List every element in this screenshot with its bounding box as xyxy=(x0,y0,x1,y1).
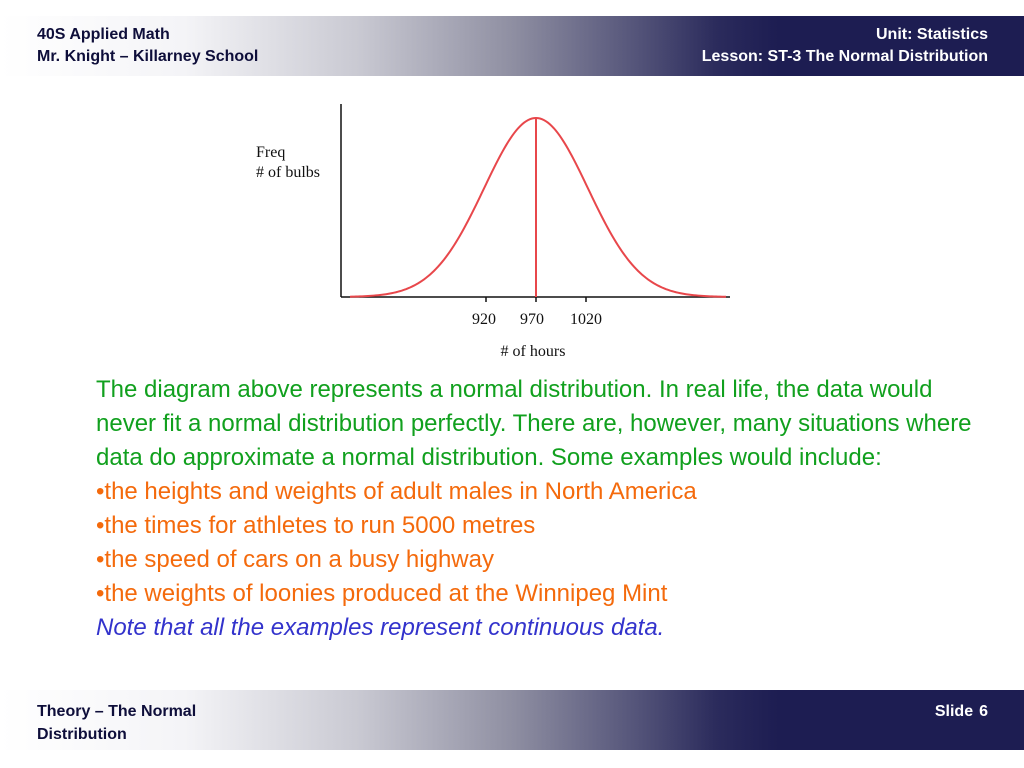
example-loonies: •the weights of loonies produced at the Winnipeg Mint xyxy=(96,580,668,607)
slide-body xyxy=(96,373,976,645)
y-axis-label-bulbs: # of bulbs xyxy=(256,164,320,181)
teacher-name: Mr. Knight – Killarney School xyxy=(37,48,259,65)
slide-indicator xyxy=(929,700,988,723)
footer-title xyxy=(37,700,267,746)
slide-number: 6 xyxy=(979,703,988,720)
course-title: 40S Applied Math xyxy=(37,26,170,43)
tick-label-970: 970 xyxy=(520,311,544,328)
slide-label: Slide xyxy=(934,703,974,720)
intro-paragraph: The diagram above represents a normal distribution. In real life, the data would never fit a normal distribution perfectly. There are, however, many situations where data do approximate a normal distribution. Some examples would include: xyxy=(96,376,972,471)
unit-title: Unit: Statistics xyxy=(875,26,988,43)
example-heights: •the heights and weights of adult males in North America xyxy=(96,478,697,505)
example-athletes: •the times for athletes to run 5000 metres xyxy=(96,512,536,539)
tick-label-920: 920 xyxy=(472,311,496,328)
footer-title-text: Theory – The Normal Distribution xyxy=(37,703,197,743)
example-cars: •the speed of cars on a busy highway xyxy=(96,546,494,573)
bell-curve xyxy=(350,118,726,297)
x-axis-label: # of hours xyxy=(500,343,566,360)
normal-distribution-diagram xyxy=(0,0,1024,370)
y-axis-label-freq: Freq xyxy=(256,144,286,161)
continuous-data-note: Note that all the examples represent continuous data. xyxy=(96,614,665,641)
tick-label-1020: 1020 xyxy=(570,311,602,328)
lesson-title: Lesson: ST-3 The Normal Distribution xyxy=(701,48,988,65)
